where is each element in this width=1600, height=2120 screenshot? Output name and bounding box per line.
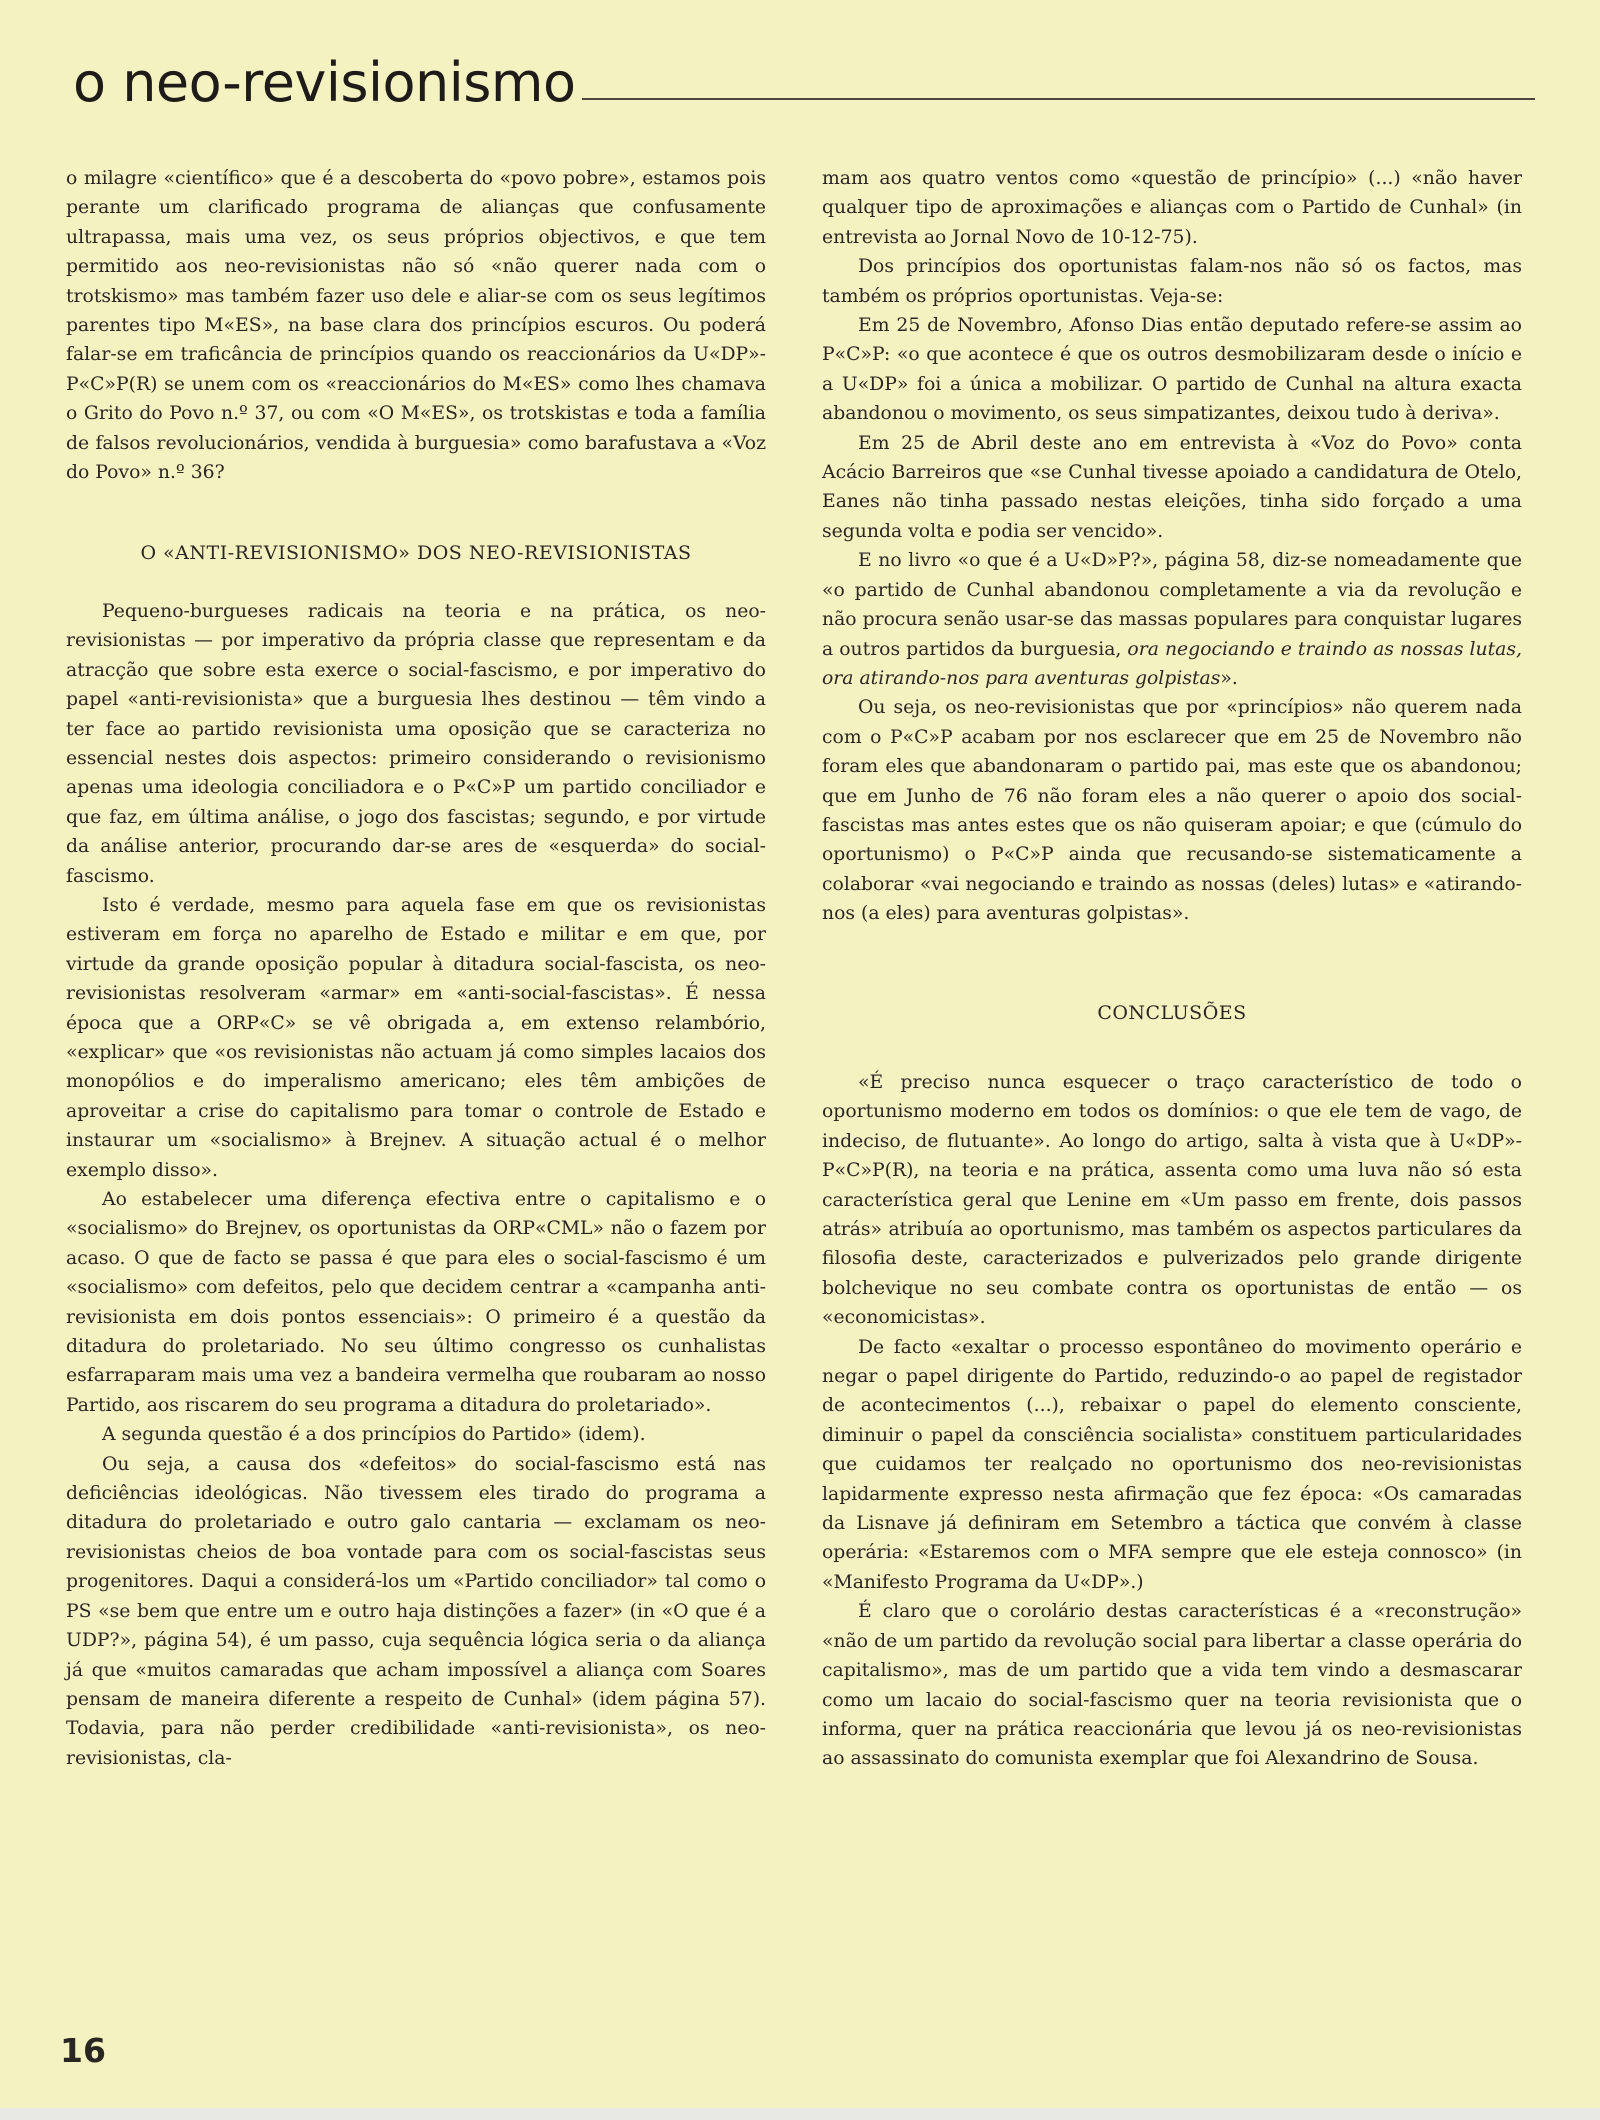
right-paragraph: Ou seja, os neo-revisionistas que por «princípios» não querem nada com o P«C»P acabam por nos esclarecer que em 25 de Novembro não foram eles que abandonaram o partido pai, mas este que os abandonou; que em Junho de 76 não foram eles a não querer o apoio dos social-fascistas mas antes estes que os não quiseram apoiar; e que (cúmulo do oportunismo) o P«C»P ainda que recusando-se sistematicamente a colaborar «vai negociando e traindo as nossas (deles) lutas» e «atirando-nos (a eles) para aventuras golpistas».: [822, 697, 1522, 925]
right-paragraph: mam aos quatro ventos como «questão de princípio» (...) «não haver qualquer tipo de aproximações e alianças com o Partido de Cunhal» (in entrevista ao Jornal Novo de 10-12-75).: [822, 168, 1522, 248]
left-paragraph: Isto é verdade, mesmo para aquela fase em que os revisionistas estiveram em força no aparelho de Estado e militar e em que, por virtude da grande oposição popular à ditadura social-fascista, os neo-revisionistas resolveram «armar» em «anti-social-fascistas». É nessa época que a ORP«C» se vê obrigada a, em extenso relambório, «explicar» que «os revisionistas não actuam já como simples lacaios dos monopólios e do imperalismo americano; eles têm ambições de aproveitar a crise do capitalismo para tomar o controle de Estado e instaurar um «socialismo» à Brejnev. A situação actual é o melhor exemplo disso».: [66, 894, 766, 1181]
right-paragraph: «É preciso nunca esquecer o traço característico de todo o oportunismo moderno em todos os domínios: o que ele tem de vago, de indeciso, de flutuante». Ao longo do artigo, salta à vista que à U«DP»-P«C»P(R), na teoria e na prática, assenta como uma luva não só esta característica geral que Lenine em «Um passo em frente, dois passos atrás» atribuía ao oportunismo, mas também os aspectos particulares da filosofia deste, caracterizados e pulverizados pelo grande dirigente bolchevique no seu combate contra os oportunistas de então — os «economicistas».: [822, 1071, 1522, 1329]
italic-quote: ora negociando e traindo as nossas lutas, ora atirando-nos para aventuras golpistas: [822, 638, 1522, 689]
title-rule: [582, 98, 1535, 100]
section-heading-conclusoes: CONCLUSÕES: [1097, 1001, 1247, 1024]
scan-edge: [0, 2108, 1600, 2120]
paragraph-text: E no livro «o que é a U«D»P?», página 58, diz-se nomeadamente que «o partido de Cunhal abandonou completamente a via da revolução e não procura senão usar-se das massas populares para conquistar lugares a outros partidos da burguesia,: [822, 550, 1523, 660]
right-paragraph: Em 25 de Novembro, Afonso Dias então deputado refere-se assim ao P«C»P: «o que acontece é que os outros desmobilizaram desde o início e a U«DP» foi a única a mobilizar. O partido de Cunhal na altura exacta abandonou o movimento, os seus simpatizantes, deixou tudo à deriva».: [822, 315, 1522, 425]
right-column: [822, 164, 1522, 1774]
left-column: [66, 164, 766, 1773]
left-paragraph: o milagre «científico» que é a descoberta do «povo pobre», estamos pois perante um clarificado programa de alianças que confusamente ultrapassa, mais uma vez, os seus próprios objectivos, e que tem permitido aos neo-revisionistas não só «não querer nada com o trotskismo» mas também fazer uso dele e aliar-se com os seus legítimos parentes tipo M«ES», na base clara dos princípios escuros. Ou poderá falar-se em traficância de princípios quando os reaccionários da U«DP»-P«C»P(R) se unem com os «reaccionários do M«ES» como lhes chamava o Grito do Povo n.º 37, ou com «O M«ES», os trotskistas e toda a família de falsos revolucionários, vendida à burguesia» como barafustava a «Voz do Povo» n.º 36?: [66, 168, 766, 484]
left-paragraph: Ao estabelecer uma diferença efectiva entre o capitalismo e o «socialismo» do Brejnev, os oportunistas da ORP«CML» não o fazem por acaso. O que de facto se passa é que para eles o social-fascismo é um «socialismo» com defeitos, pelo que decidem centrar a «campanha anti-revisionista em dois pontos essenciais»: O primeiro é a questão da ditadura do proletariado. No seu último congresso os cunhalistas esfarraparam mais uma vez a bandeira vermelha que roubaram ao nosso Partido, aos riscarem do seu programa a ditadura do proletariado».: [66, 1189, 766, 1416]
page-header: [73, 40, 1535, 114]
left-paragraph: Pequeno-burgueses radicais na teoria e na prática, os neo-revisionistas — por imperativo da própria classe que representam e da atracção que sobre esta exerce o social-fascismo, e por imperativo do papel «anti-revisionista» que a burguesia lhes destinou — têm vindo a ter face ao partido revisionista uma oposição que se caracteriza no essencial nestes dois aspectos: primeiro considerando o revisionismo apenas uma ideologia conciliadora e o P«C»P um partido conciliador e que faz, em última análise, o jogo dos fascistas; segundo, e por virtude da análise anterior, procurando dar-se ares de «esquerda» do social-fascismo.: [66, 600, 766, 887]
left-paragraph: A segunda questão é a dos princípios do Partido» (idem).: [102, 1424, 646, 1446]
right-paragraph: É claro que o corolário destas características é a «reconstrução» «não de um partido da revolução social para libertar a classe operária do capitalismo», mas de um partido que a vida tem vindo a desmascarar como um lacaio do social-fascismo quer na teoria revisionista que o informa, quer na prática reaccionária que levou já os neo-revisionistas ao assassinato do comunista exemplar que foi Alexandrino de Sousa.: [822, 1601, 1522, 1770]
right-paragraph-with-quote: [822, 546, 1522, 693]
section-heading-anti-revisionismo: O «ANTI-REVISIONISMO» DOS NEO-REVISIONISTAS: [140, 542, 692, 565]
right-paragraph: Dos princípios dos oportunistas falam-nos não só os factos, mas também os próprios oportunistas. Veja-se:: [822, 256, 1522, 307]
page-title: o neo-revisionismo: [73, 51, 576, 114]
page-number: 16: [60, 2031, 106, 2070]
quote-tail: ».: [1220, 667, 1238, 689]
left-paragraph: Ou seja, a causa dos «defeitos» do social-fascismo está nas deficiências ideológicas. Não tivessem eles tirado do programa a ditadura do proletariado e outro galo cantaria — exclamam os neo-revisionistas cheios de boa vontade para com os social-fascistas seus progenitores. Daqui a considerá-los um «Partido conciliador» tal como o PS «se bem que entre um e outro haja distinções a fazer» (in «O que é a UDP?», página 54), é um passo, cuja sequência lógica seria o da aliança já que «muitos camaradas que acham impossível a aliança com Soares pensam de maneira diferente a respeito de Cunhal» (idem página 57). Todavia, para não perder credibilidade «anti-revisionista», os neo-revisionistas, cla-: [66, 1453, 766, 1769]
right-paragraph: De facto «exaltar o processo espontâneo do movimento operário e negar o papel dirigente do Partido, reduzindo-o ao papel de registador de acontecimentos (...), rebaixar o papel do elemento consciente, diminuir o papel da consciência socialista» constituem particularidades que cuidamos ter realçado no oportunismo dos neo-revisionistas lapidarmente expresso nesta afirmação que fez época: «Os camaradas da Lisnave já definiram em Setembro a táctica que convém à classe operária: «Estaremos com o MFA sempre que ele esteja connosco» (in «Manifesto Programa da U«DP».): [822, 1336, 1522, 1593]
right-paragraph: Em 25 de Abril deste ano em entrevista à «Voz do Povo» conta Acácio Barreiros que «se Cunhal tivesse apoiado a candidatura de Otelo, Eanes não tinha passado nestas eleições, tinha sido forçado a uma segunda volta e podia ser vencido».: [822, 432, 1522, 542]
